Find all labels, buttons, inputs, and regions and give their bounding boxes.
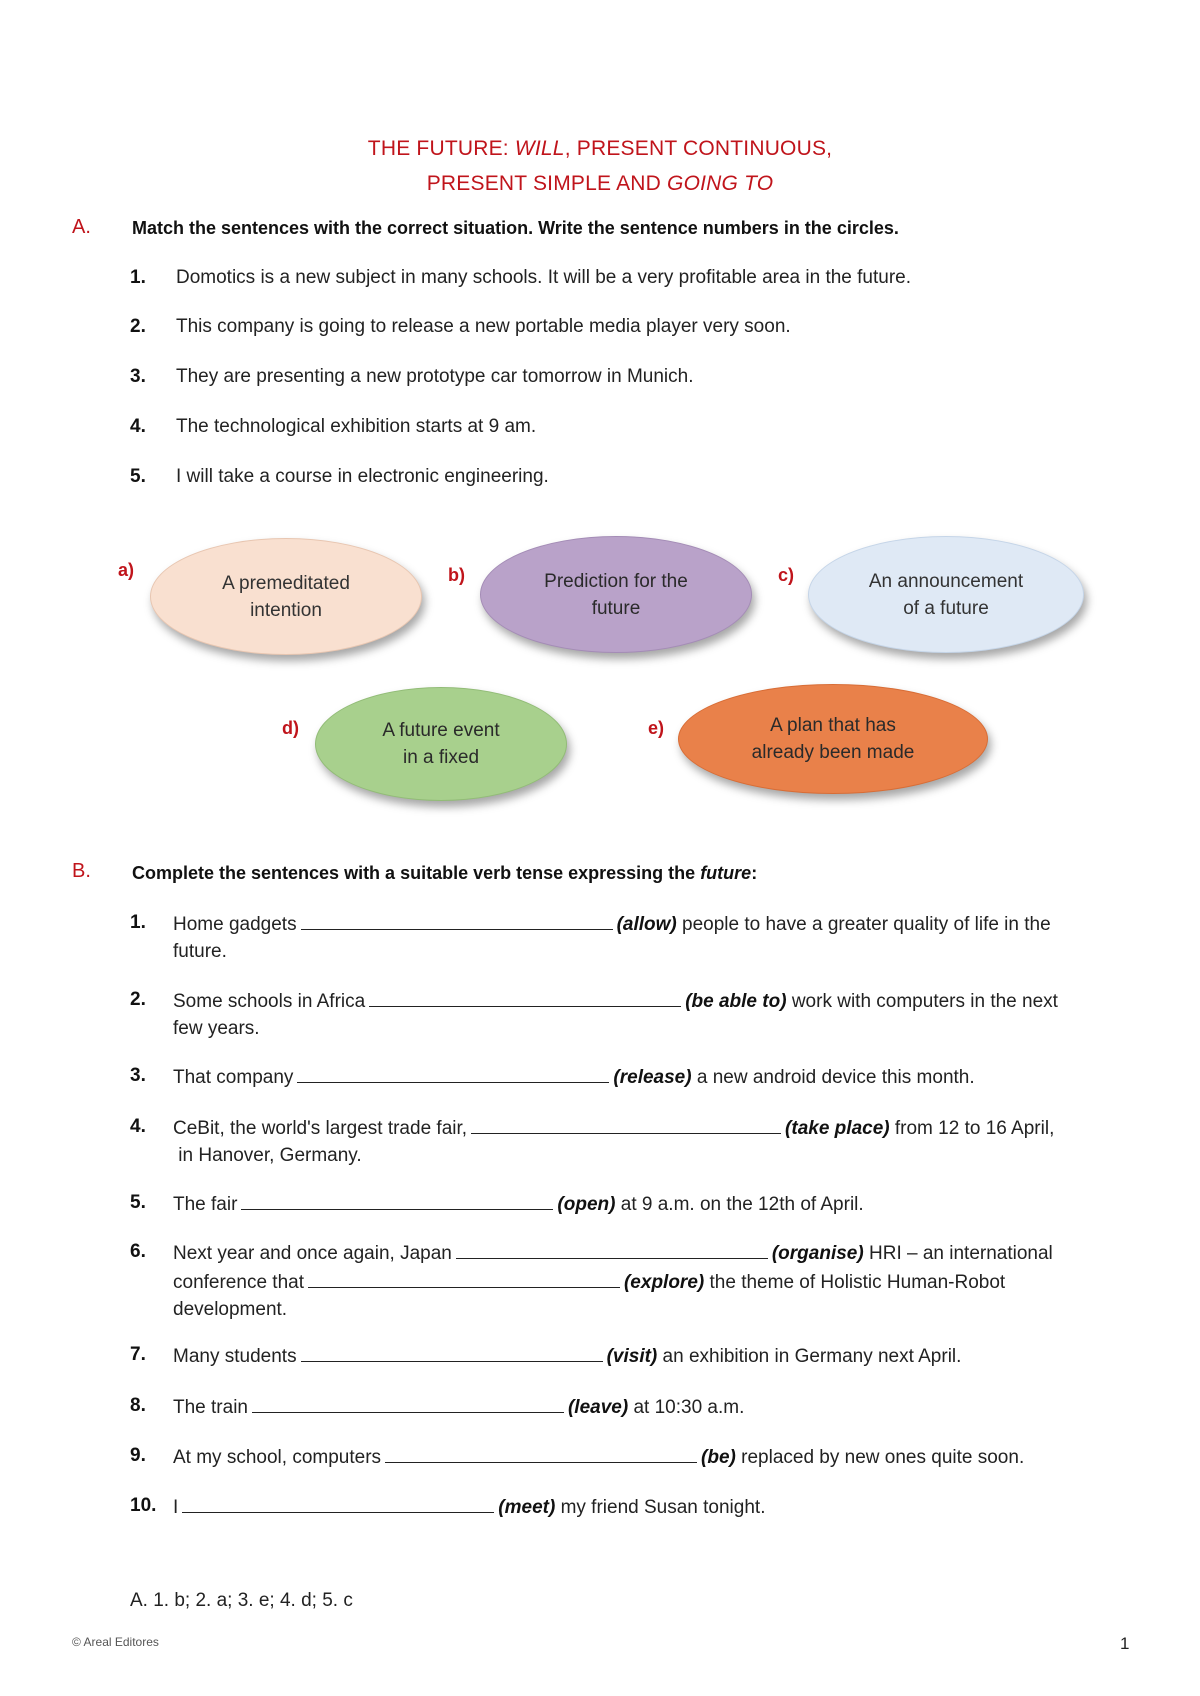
page-number: 1: [1120, 1634, 1130, 1653]
item-text: The technological exhibition starts at 9 am.: [176, 416, 537, 437]
item-number: 1.: [130, 267, 146, 288]
item-post: HRI – an international: [869, 1243, 1053, 1264]
section-a-letter: A.: [72, 216, 91, 238]
oval-a-line1: A premeditated: [222, 572, 350, 594]
section-a-instruction: Match the sentences with the correct situation. Write the sentence numbers in the circles.: [132, 218, 899, 238]
item-number: 5.: [130, 1192, 146, 1213]
oval-c-line1: An announcement: [868, 570, 1024, 592]
item-number: 8.: [130, 1395, 146, 1416]
item-verb: (release): [613, 1067, 692, 1088]
publisher-credit: © Areal Editores: [72, 1635, 159, 1649]
item-line2-pre: conference that: [173, 1272, 304, 1293]
oval-b-line1: Prediction for the: [544, 570, 688, 592]
item-number: 4.: [130, 416, 146, 437]
item-post: from 12 to 16 April,: [894, 1118, 1055, 1139]
title-line1-suffix: , PRESENT CONTINUOUS,: [564, 137, 833, 160]
answer-blank[interactable]: [301, 1341, 603, 1362]
item-text: I will take a course in electronic engineering.: [176, 466, 549, 487]
item-post: my friend Susan tonight.: [560, 1497, 766, 1518]
item-verb: (allow): [616, 914, 677, 935]
section-b-instruction: [132, 863, 757, 884]
answer-blank[interactable]: [182, 1492, 494, 1513]
item-post: people to have a greater quality of life in the: [682, 914, 1051, 935]
item-number: 2.: [130, 989, 146, 1010]
item-pre: The fair: [173, 1194, 238, 1215]
item-number: 3.: [130, 366, 146, 387]
answer-blank[interactable]: [456, 1238, 768, 1259]
page-title-line2: [0, 172, 1200, 196]
item-pre: Many students: [173, 1346, 297, 1367]
item-verb: (open): [557, 1194, 616, 1215]
oval-b-line2: future: [591, 597, 641, 619]
title-line2-italic: GOING TO: [667, 172, 774, 195]
item-pre: CeBit, the world's largest trade fair,: [173, 1118, 468, 1139]
oval-label-b: b): [448, 565, 465, 585]
item-line3: development.: [173, 1299, 288, 1320]
item-verb: (be): [701, 1447, 736, 1468]
answer-key: A. 1. b; 2. a; 3. e; 4. d; 5. c: [130, 1590, 353, 1611]
item-pre: Home gadgets: [173, 914, 297, 935]
item-verb: (be able to): [685, 991, 787, 1012]
oval-d[interactable]: [315, 687, 567, 801]
item-post: a new android device this month.: [696, 1067, 975, 1088]
oval-label-a: a): [118, 560, 135, 580]
item-line2-post: the theme of Holistic Human-Robot: [709, 1272, 1006, 1293]
title-line2-prefix: PRESENT SIMPLE AND: [426, 172, 668, 195]
item-verb: (take place): [785, 1118, 890, 1139]
item-verb: (leave): [567, 1397, 629, 1418]
item-post: replaced by new ones quite soon.: [741, 1447, 1025, 1468]
oval-e[interactable]: [678, 684, 988, 794]
oval-d-line1: A future event: [382, 720, 500, 741]
oval-d-line2: in a fixed: [402, 747, 480, 768]
page-title-line1: [0, 137, 1200, 161]
item-post: an exhibition in Germany next April.: [662, 1346, 962, 1367]
title-line1-italic: WILL: [514, 137, 565, 160]
item-pre: Some schools in Africa: [173, 991, 366, 1012]
item-line2-verb: (explore): [623, 1272, 705, 1293]
title-line1-prefix: THE FUTURE:: [367, 137, 515, 160]
oval-a[interactable]: [150, 538, 422, 655]
item-pre: At my school, computers: [173, 1447, 382, 1468]
oval-label-c: c): [778, 565, 795, 585]
item-pre: The train: [173, 1397, 248, 1418]
item-post: at 9 a.m. on the 12th of April.: [620, 1194, 864, 1215]
answer-blank[interactable]: [301, 909, 613, 930]
item-number: 10.: [130, 1495, 157, 1516]
answer-blank[interactable]: [308, 1267, 620, 1288]
item-number: 2.: [130, 316, 146, 337]
section-b-letter: B.: [72, 860, 91, 882]
answer-blank[interactable]: [241, 1189, 553, 1210]
answer-blank[interactable]: [471, 1113, 781, 1134]
oval-e-line2: already been made: [751, 742, 915, 763]
oval-b[interactable]: [480, 536, 752, 653]
item-verb: (organise): [771, 1243, 864, 1264]
answer-blank[interactable]: [297, 1062, 609, 1083]
item-number: 7.: [130, 1344, 146, 1365]
item-pre: That company: [173, 1067, 294, 1088]
oval-label-e: e): [648, 718, 665, 738]
oval-c[interactable]: [808, 536, 1084, 653]
item-number: 1.: [130, 912, 146, 933]
item-text: They are presenting a new prototype car tomorrow in Munich.: [176, 366, 694, 387]
section-b-instruction-italic: future: [700, 863, 752, 883]
answer-blank[interactable]: [252, 1392, 564, 1413]
item-number: 4.: [130, 1116, 146, 1137]
item-verb: (meet): [498, 1497, 556, 1518]
item-verb: (visit): [606, 1346, 658, 1367]
item-number: 5.: [130, 466, 146, 487]
item-pre: I: [173, 1497, 179, 1518]
item-number: 3.: [130, 1065, 146, 1086]
answer-blank[interactable]: [369, 986, 681, 1007]
oval-label-d: d): [282, 718, 299, 738]
section-b-instruction-prefix: Complete the sentences with a suitable verb tense expressing the: [132, 863, 701, 883]
answer-blank[interactable]: [385, 1442, 697, 1463]
oval-c-line2: of a future: [903, 597, 989, 619]
item-pre: Next year and once again, Japan: [173, 1243, 452, 1264]
item-text: Domotics is a new subject in many schools. It will be a very profitable area in the future.: [176, 267, 912, 288]
item-post: work with computers in the next: [791, 991, 1058, 1012]
item-line2: few years.: [173, 1018, 260, 1039]
item-text: This company is going to release a new portable media player very soon.: [176, 316, 791, 337]
oval-a-line2: intention: [250, 599, 322, 621]
item-line2: future.: [173, 941, 227, 962]
oval-e-line1: A plan that has: [770, 715, 896, 736]
item-number: 6.: [130, 1241, 146, 1262]
item-number: 9.: [130, 1445, 146, 1466]
section-b-instruction-suffix: :: [751, 863, 758, 883]
item-post: at 10:30 a.m.: [633, 1397, 745, 1418]
item-line2: in Hanover, Germany.: [178, 1145, 362, 1166]
